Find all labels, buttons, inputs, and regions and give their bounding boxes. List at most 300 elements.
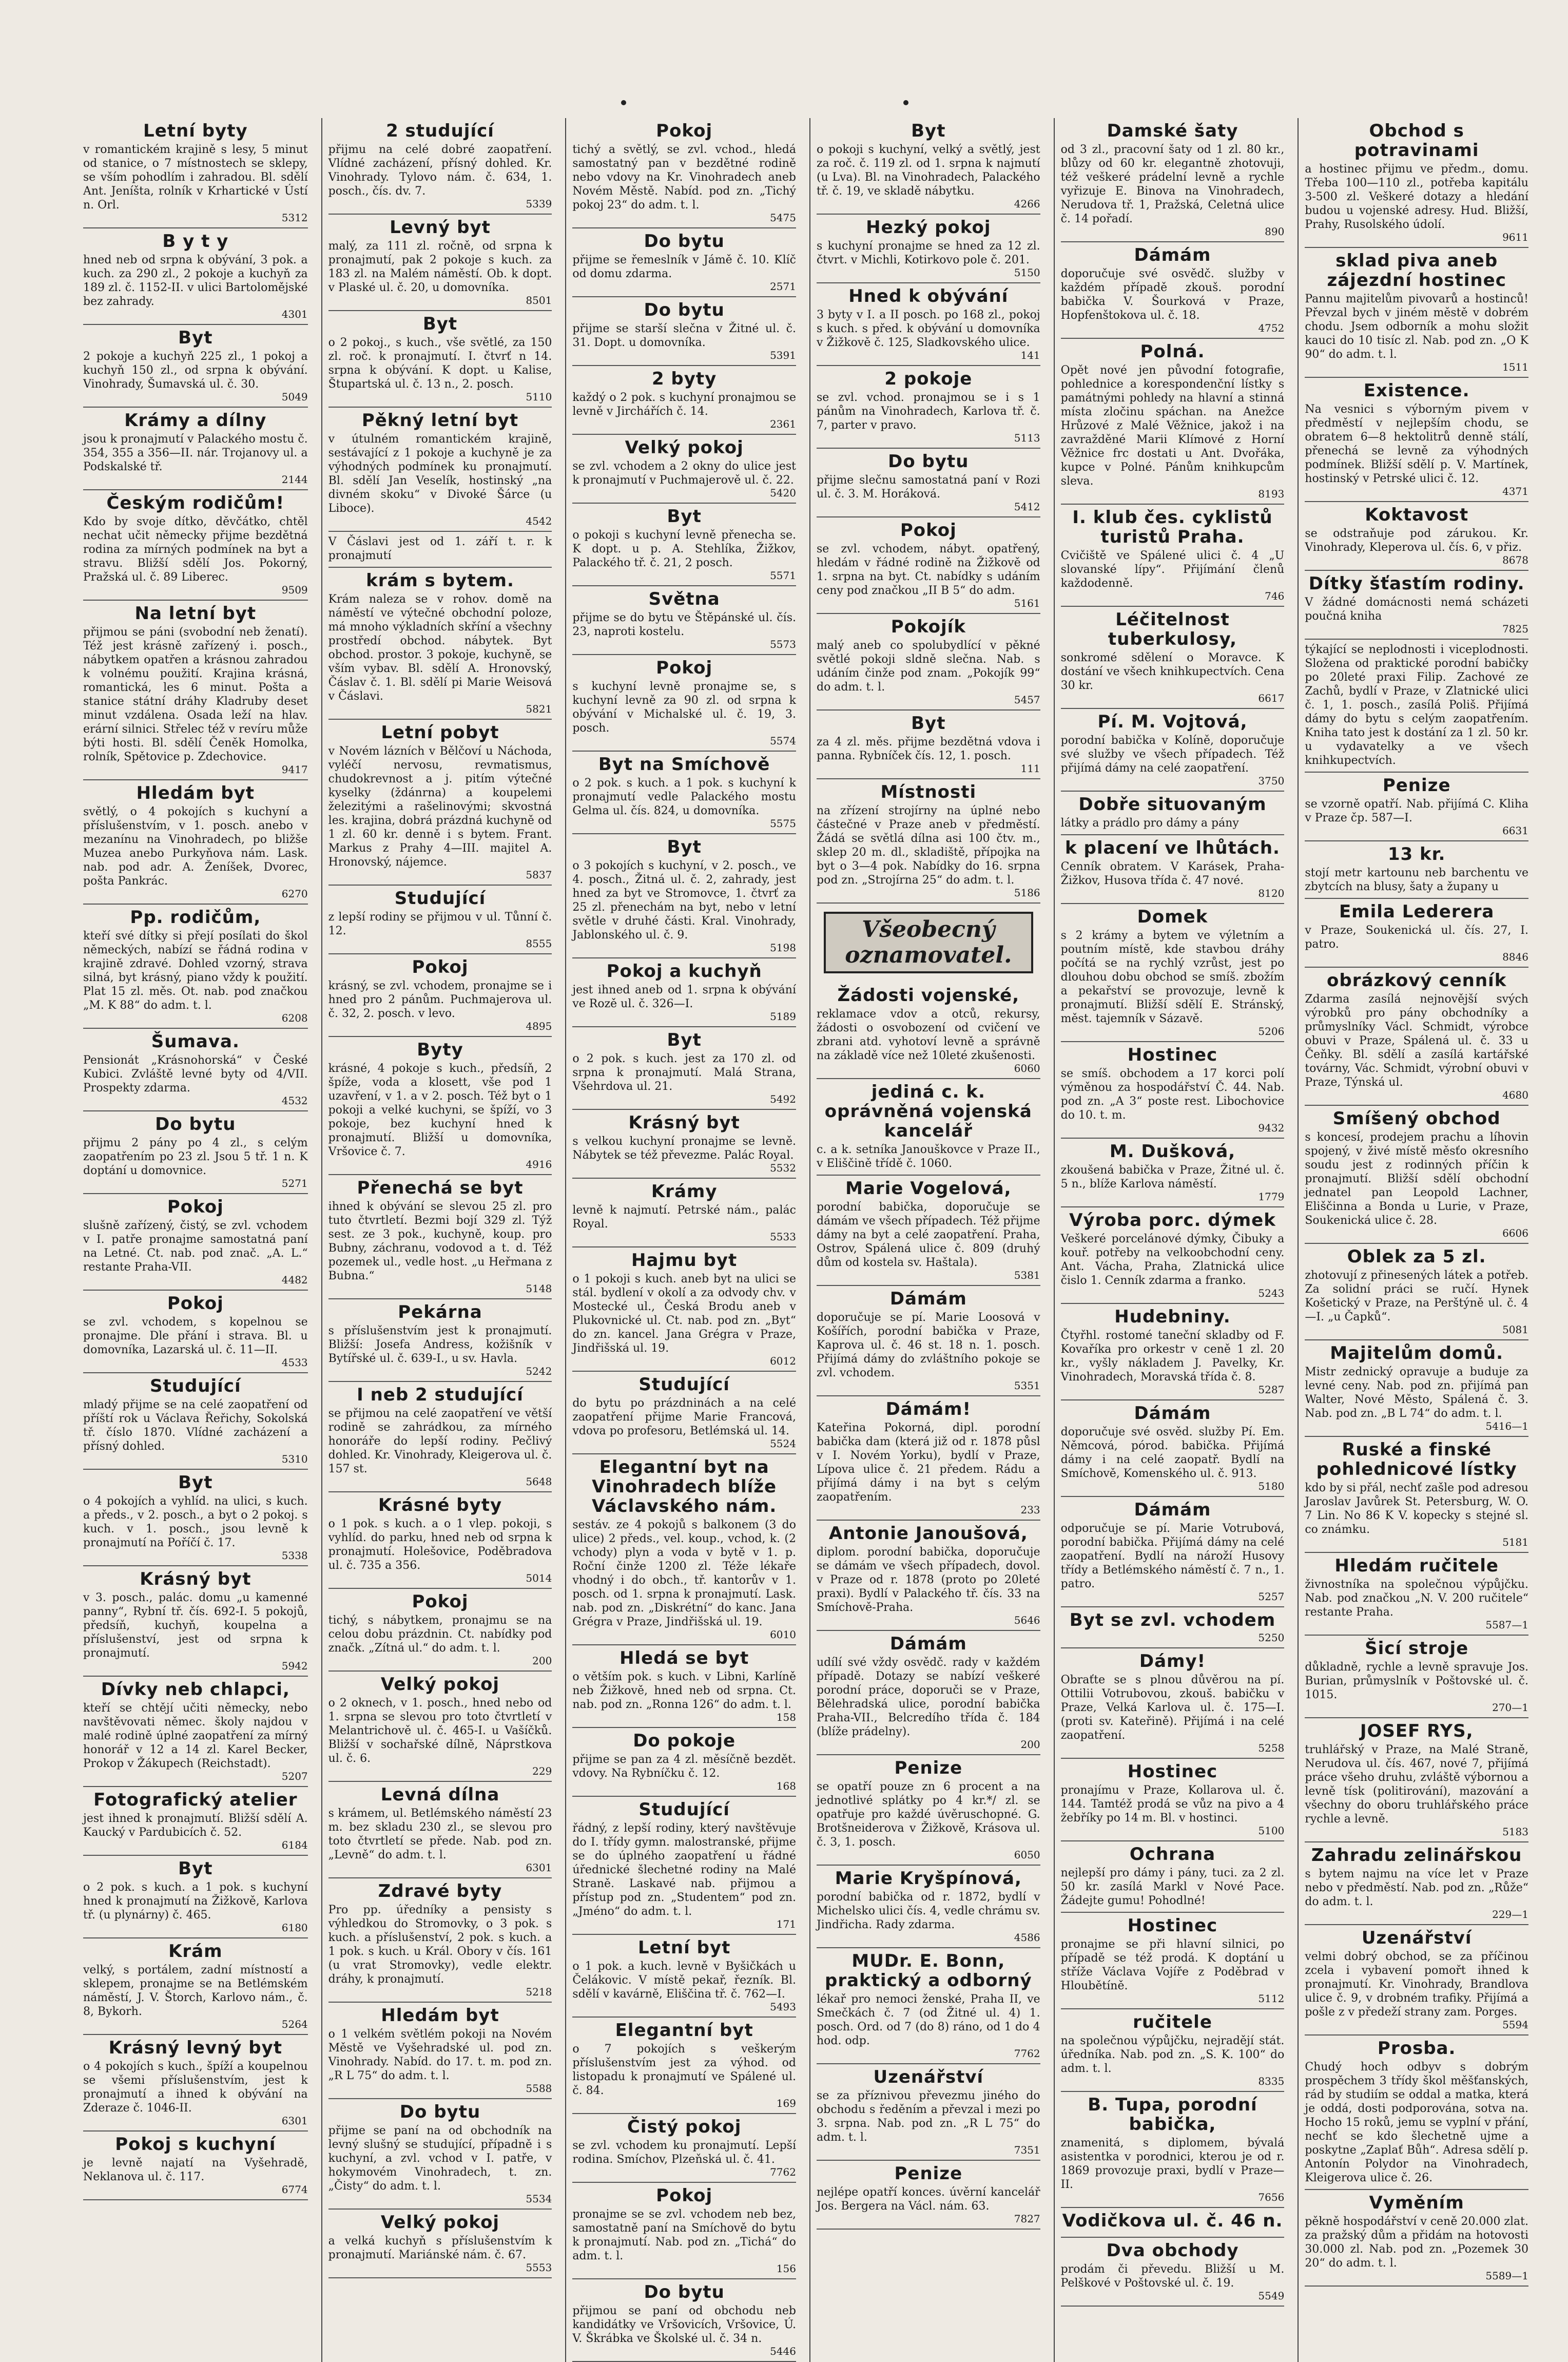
ad-code: 1511 [1502,361,1528,373]
classified-ad [817,710,1040,779]
ad-code: 7825 [1502,623,1528,635]
classified-ad [1305,1925,1528,2035]
ad-title: Pokoj [412,957,469,977]
ad-text: pronajme se se zvl. vchodem neb bez, samostatně paní na Smíchově do bytu k pronajmutí. Nab. pod zn. „Tichá“ do adm. t. l. [572,2208,796,2262]
ad-title: Uzenářství [873,2067,984,2087]
ad-title: Velký pokoj [380,2212,500,2233]
ad-text: se zvl. vchodem, s kopelnou se pronajme. Dle přání i strava. Bl. u domovníka, Lazarská ul. č. 11—II. [83,1316,308,1356]
ad-title: Marie Vogelová, [845,1178,1012,1199]
ad-title: Přenechá se byt [357,1178,524,1198]
ad-title: Damské šaty [1107,121,1238,141]
classified-ad [83,1677,308,1787]
ad-text: Krám naleza se v rohov. domě na náměstí ve výtečné obchodní poloze, má mnoho výkladních skříní a všechny prostředí obchod. nábytek. Byt obchod. prostor. 3 pokoje, kuchyně, se vším vybav. Bl. sdělí A. Hronovský, Čáslav č. 1. Bl. sdělí pi Marie Weisová v Čáslavi. [328,593,552,703]
ad-title: Hledám ručitele [1334,1556,1499,1576]
ad-title: Domek [1137,907,1208,927]
ad-text: o 2 pok. s kuch. a 1 pok. s kuchyní k pronajmutí vedle Palackého mostu Gelma ul. čís. 824, u domovníka. [572,777,796,817]
classified-ad [1305,2035,1528,2190]
ad-text: přijmou se páni (svobodní neb ženatí). Též jest krásně zařízený i. posch., nábytkem opatřen a krásnou zahradou k volnému použití. Krajina krásná, romantická, les 6 minut. Pošta a stanice státní dráhy Kladruby deset minut vzdálena. Osada leží na hlav. erární silnici. Střelec též v revíru může býti hosti. Bl. sdělí Čeněk Homolka, rolník, Spětovice p. Zdechovice. [83,626,308,763]
ad-text: porodní babička v Kolíně, doporučuje své služby ve všech případech. Též přijímá dámy na celé zaopatření. [1060,734,1285,775]
ad-code: 5310 [281,1453,308,1465]
ad-code: 4371 [1502,485,1528,497]
ad-title: MUDr. E. Bonn, praktický a odborný [824,1951,1032,1991]
classified-ad [328,886,552,954]
ad-text: o větším pok. s kuch. v Libni, Karlíně neb Žižkově, hned neb od srpna. Ct. nab. pod zn. „Ronna 126“ do adm. t. l. [572,1670,796,1711]
ad-text: malý aneb co spolubydlící v pěkné světlé pokoji sldně slečna. Nab. s udáním činže pod znam. „Pokojík 99“ do adm. t. l. [816,639,1040,694]
ad-title: Elegantní byt na Vinohradech blíže Václavského nám. [592,1457,777,1516]
ad-text: do bytu po prázdninách a na celé zaopatření přijme Marie Francová, vdova po profesoru, Betlémská ul. 14. [572,1397,796,1437]
ad-text: o pokoji s kuchyní, velký a světlý, jest za roč. č. 119 zl. od 1. srpna k najmutí (u Lva). Bl. na Vinohradech, Palackého tř. č. 19, ve skladě nábytku. [816,143,1040,198]
ad-title: B. Tupa, porodní babička, [1088,2095,1257,2135]
classified-ad [817,779,1040,904]
ad-title: Hostinec [1127,1761,1218,1782]
ad-text: jest ihned k pronajmutí. Bližší sdělí A. Kaucký v Pardubicích č. 52. [83,1812,308,1839]
ad-text: velmi dobrý obchod, se za příčinou zcela i vybavení pomořt ihned k pronajmutí. Kr. Vinohrady, Brandlova ulice č. 9, v drobném trafiky. Přijímá a pošle z v předeží strany zam. Porges. [1305,1950,1528,2019]
ad-title: Výroba porc. dýmek [1069,1210,1276,1231]
ad-code: 200 [532,1655,552,1667]
ad-title: Emila Lederera [1339,901,1495,922]
classified-ad [817,614,1040,710]
ad-title: Pokoj [656,121,713,141]
ad-title: Na letní byt [134,603,257,624]
ad-title: Studující [394,888,486,909]
ad-code: 5338 [281,1549,308,1562]
ad-text: nejlépe opatří konces. úvěrní kancelář Jos. Bergera na Václ. nám. 63. [816,2186,1040,2213]
ad-text: Pro pp. úředníky a pensisty s výhledkou do Stromovky, o 3 pok. s kuch. a příslušenství, 2 pok. s kuch. a 1 pok. s kuch. u Král. Obory v čís. 161 (u vrat Stromovky), vedle elektr. dráhy, k pronajmutí. [328,1904,552,1986]
classified-ad [1061,1497,1285,1607]
ad-code: 5258 [1258,1742,1285,1754]
ad-title: Pokojík [891,617,966,637]
ad-title: Byt se zvl. vchodem [1069,1610,1276,1630]
classified-ad [1061,1207,1285,1304]
ad-text: Chudý hoch odbyv s dobrým prospěchem 3 třídy škol měšťanských, rád by studiím se oddal a matka, která je oddá, dosti podporována, sotva na. Hocho 15 roků, jemu se vyplní v přání, nechť se kdo šlechetně ujme a poskytne „Zaplať Bůh“. Adresa sdělí p. Antonín Polydor na Vinohradech, Kleigerova ulice č. 26. [1305,2061,1528,2184]
classified-ad [83,2131,308,2200]
classified-ad [1305,1636,1528,1718]
ad-code: 5242 [526,1365,552,1377]
ad-text: krásný, se zvl. vchodem, pronajme se i hned pro 2 pánům. Puchmajerova ul. č. 32, 2. posch. v levo. [328,980,552,1020]
ad-code: 5524 [770,1437,796,1450]
ad-title: Do bytu [644,231,725,252]
classified-ad [572,752,796,834]
ad-text: V žádné domácnosti nemá scházeti poučná kniha [1305,596,1528,623]
ad-code: 8193 [1258,488,1285,500]
ad-code: 5110 [526,391,552,403]
classified-ad [1305,1244,1528,1340]
ad-text: doporučuje se pí. Marie Loosová v Košířích, porodní babička v Praze, Kaprova ul. č. 46 st. 18 n. 1. posch. Přijímá dámy do zvláštního pokoje se zvl. vchodem. [816,1311,1040,1379]
classified-ad [817,283,1040,366]
ad-code: 5180 [1258,1480,1285,1492]
ad-text: důkladně, rychle a levně spravuje Jos. Burian, průmyslník v Poštovské ul. č. 1015. [1305,1661,1528,1701]
ad-text: znamenitá, s diplomem, bývalá asistentka v porodnici, kterou je od r. 1869 provozuje praxi, bydlí v Praze—II. [1060,2137,1285,2191]
ad-title: 2 studující [386,121,494,141]
ad-text: o 2 pok. s kuch. a 1 pok. s kuchyní hned k pronajmutí na Žižkově, Karlova tř. (u plynárny) č. 465. [83,1881,308,1922]
ad-text: 2 pokoje a kuchyň 225 zl., 1 pokoj a kuchyň 150 zl., od srpna k obývání. Vinohrady, Šumavská ul. č. 30. [83,350,308,391]
classified-ad [572,834,796,958]
ad-text: Kateřina Pokorná, dipl. porodní babička dam (která již od r. 1878 půsl v I. Novém Yorku), bydlí v Praze, Lípova ulice č. 21 předem. Rádu a přijímá dámy i na byt s celým zaopatřením. [816,1422,1040,1504]
classified-ad [1305,1553,1528,1636]
ad-text: pěkně hospodářství v ceně 20.000 zlat. za pražský dům a přidám na hotovosti 30.000 zl. Nab. pod zn. „Pozemek 30 20“ do adm. t. l. [1305,2215,1528,2270]
classified-ad [817,1176,1040,1286]
classified-ad [1061,835,1285,904]
ad-text: tichý, s nábytkem, pronajmu se na celou dobu prázdnin. Ct. nabídky pod značk. „Zítná ul.“ do adm. t. l. [328,1614,552,1655]
ad-title: Prosba. [1377,2038,1456,2059]
ad-title: Pokoj [656,2185,713,2206]
ad-code: 8846 [1502,951,1528,963]
ad-code: 5271 [281,1177,308,1189]
classified-ad [572,1247,796,1372]
ad-code: 229 [532,1765,552,1777]
ad-title: 13 kr. [1387,844,1446,865]
classified-ad [572,435,796,504]
ad-text: o 2 oknech, v 1. posch., hned nebo od 1. srpna se slevou pro toto čtvrtletí v Melantrichově ul. č. 465-I. u Vašíčků. Bližší v sochařské dílně, Náprstkova ul. č. 6. [328,1697,552,1765]
ad-code: 5648 [526,1475,552,1488]
ad-title: Do pokoje [633,1731,736,1751]
classified-ad [1305,899,1528,968]
ad-title: Hezký pokoj [866,217,991,238]
classified-ad [817,1866,1040,1948]
classified-ad [1305,378,1528,502]
classified-ad [572,1797,796,1935]
ad-title: Vyměním [1369,2193,1464,2213]
ad-text: přijme se starší slečna v Žitné ul. č. 31. Dopt. u domovníka. [572,322,796,349]
ad-code: 4916 [526,1158,552,1170]
ad-text: sonkromé sdělení o Moravce. K dostání ve všech knihkupectvích. Cena 30 kr. [1060,651,1285,692]
classified-ad [83,601,308,780]
ad-code: 4752 [1258,322,1285,334]
ad-code: 158 [776,1711,796,1723]
ad-title: Levný byt [390,217,491,238]
ad-text: krásné, 4 pokoje s kuch., předsíň, 2 špíže, voda a klosett, vše pod 1 uzavření, v 1. a v 2. posch. Též byt o 1 pokoji a velké kuchyni, se špíží, vo 3 pokoje, bez kuchyní hned k pronajmutí. Bližší u domovníka, Vršovice č. 7. [328,1062,552,1158]
classified-ad [1305,968,1528,1106]
ad-code: 5942 [281,1660,308,1672]
classified-ad [572,655,796,752]
ad-text: jsou k pronajmutí v Palackého mostu č. 354, 355 a 356—II. nár. Trojanovy ul. a Podskalské tř. [83,433,308,473]
ad-title: Levná dílna [380,1784,500,1805]
ad-title: Penize [894,2163,963,2184]
ad-title: Čistý pokoj [627,2117,742,2137]
ad-text: pronajme se při hlavní silnici, po případě se též prodá. K doptání u stříže Václava Vojíře z Poděbrad v Hloubětíně. [1060,1938,1285,1992]
ad-column [1298,118,1535,2362]
ad-text: se zvl. vchodem, nábyt. opatřený, hledám v řádné rodině na Žižkově od 1. srpna na byt. Ct. nabídky s udáním ceny pod značkou „II B 5“ do adm. [816,543,1040,597]
ad-text: o 3 pokojích s kuchyní, v 2. posch., ve 4. posch., Žitná ul. č. 2, zahrady, jest hned za byt ve Stromovce, 1. čtvrť za 25 zl. přenechám na byt, nebo v letní světle v druhé části. Kral. Vinohrady, Jablonského ul. č. 9. [572,859,796,942]
ad-text: s krámem, ul. Betlémského náměstí 23 m. bez skladu 230 zl., se slevou pro toto čtvrtletí se přede. Nab. pod zn. „Levně“ do adm. t. l. [328,1807,552,1861]
classified-ad [1061,118,1285,242]
classified-ad [1061,1607,1285,1648]
ad-code: 8501 [526,294,552,306]
ad-text: levně k najmutí. Petrské nám., palác Royal. [572,1204,796,1231]
ad-code: 5457 [1014,694,1040,706]
ad-text: zhotovují z přinesených látek a potřeb. Za solidní práci se ručí. Hynek Košetický v Praze, na Perštýně ul. č. 4—I. „u Čapků“. [1305,1269,1528,1323]
ad-title: Pí. M. Vojtová, [1097,712,1248,732]
ad-text: s kuchyní pronajme se hned za 12 zl. čtvrt. v Michli, Kotirkovo pole č. 201. [816,240,1040,266]
ad-code: 5148 [526,1282,552,1295]
ad-text: přijme se do bytu ve Štěpánské ul. čís. 23, naproti kostelu. [572,611,796,638]
classified-ad [572,1372,796,1454]
ad-code: 8120 [1258,887,1285,899]
ad-text: látky a prádlo pro dámy a pány [1060,817,1239,830]
classified-ad [817,1396,1040,1521]
ad-code: 5250 [1258,1631,1285,1644]
ad-code: 6617 [1258,692,1285,704]
ad-title: Ruské a finské pohlednicové lístky [1316,1439,1517,1480]
ad-title: Studující [638,1799,730,1820]
ad-text: přijme se řemeslník v Jámě č. 10. Klíč od domu zdarma. [572,254,796,280]
ad-title: Pokoj s kuchyní [115,2134,276,2155]
ad-code: 5189 [770,1010,796,1023]
ad-title: Majitelům domů. [1330,1343,1504,1364]
ad-title: ručitele [1133,2012,1212,2032]
ad-title: Pokoj a kuchyň [606,961,762,982]
ad-text: o 7 pokojích s veškerým příslušenstvím jest za výhod. od listopadu k pronajmutí ve Spálené ul. č. 84. [572,2043,796,2097]
classified-ad [572,2018,796,2114]
classified-ad [817,1631,1040,1755]
ad-title: Dívky neb chlapci, [101,1679,290,1700]
ad-code: 4542 [526,515,552,527]
ad-code: 7656 [1258,2191,1285,2203]
ad-text: živnostníka na společnou výpůjčku. Nab. pod značkou „N. V. 200 ručitele“ restante Praha. [1305,1578,1528,1619]
classified-ad [817,517,1040,614]
ad-code: 4533 [281,1356,308,1369]
ad-code: 5575 [770,817,796,830]
ad-text: Cenník obratem. V Karásek, Praha-Žižkov, Husova třída č. 47 nové. [1060,860,1285,887]
ad-title: krám s bytem. [366,570,514,591]
classified-ad [1061,1400,1285,1497]
ad-code: 156 [776,2262,796,2275]
ad-text: sestáv. ze 4 pokojů s balkonem (3 do ulice) 2 předs., vel. koup., vchod, k. (2 vchody) plyn a voda v bytě v 1. p. Roční činže 1200 zl. Téže lékaře vhodný i do obch., tř. kantorův v 1. posch. od 1. srpna k pronajmutí. Lask. nab. pod zn. „Diskrétní“ do kanc. Jana Grégra v Praze, Jindřišská ul. 19. [572,1519,796,1628]
ad-code: 5100 [1258,1825,1285,1837]
classified-ad [1305,1106,1528,1244]
ad-title: Fotografický atelier [93,1790,298,1810]
ad-code: 6208 [281,1012,308,1024]
ad-code: 5198 [770,942,796,954]
classified-ad [817,118,1040,215]
ad-code: 2144 [281,473,308,486]
ad-code: 4266 [1014,198,1040,210]
ad-text: a hostinec přijmu ve předm., domu. Třeba 100—110 zl., potřeba kapitálu 3-500 zl. Veškeré dotazy a hledání budou u vojenské adresy. Hud. Bližší, Prahy, Rusolského údolí. [1305,163,1528,231]
ad-title: Oblek za 5 zl. [1347,1246,1486,1267]
classified-ad [1305,773,1528,841]
classified-ad [572,958,796,1027]
ad-text: se odstraňuje pod zárukou. Kr. Vinohrady, Kleperova ul. čís. 6, v přiz. [1305,527,1528,554]
ad-code: 7762 [1014,2047,1040,2060]
ad-title: 2 pokoje [884,369,973,389]
ad-code: 5206 [1258,1025,1285,1038]
ad-text: se zvl. vchod. pronajmou se i s 1 pánům na Vinohradech, Karlova tř. č. 7, parter v pravo. [816,391,1040,432]
ad-title: Byt [911,121,946,141]
ad-text: truhlářský v Praze, na Malé Straně, Nerudova ul. čís. 467, nové 7, přijímá práce všeho druhu, zvláště výbornou a levně tísk (politirování), mazování a všechny do oboru truhlářského práce rychle a levně. [1305,1743,1528,1826]
ad-code: 6606 [1502,1227,1528,1239]
ad-code: 5549 [1258,2290,1285,2302]
classified-ad [1061,2208,1285,2238]
ad-title: Krámy [651,1181,718,1202]
ad-text: malý, za 111 zl. ročně, od srpna k pronajmutí, pak 2 pokoje s kuch. za 183 zl. na Malém náměstí. Ob. k dopt. v Plaské ul. č. 20, u domovníka. [328,240,552,294]
ad-code: 229—1 [1492,1908,1528,1921]
ad-text: s koncesí, prodejem prachu a líhovin spojený, v živé místě měsťo okresního soudu jest z rodinných příčin k pronajmutí. Bližší sdělí obchodní jednatel pan Leopold Lachner, Eliščinna a Bonda u Lurie, v Praze, Soukenická ulice č. 28. [1305,1131,1528,1227]
ad-text: přijmou se paní od obchodu neb kandidátky ve Vršovicích, Vršovice, Ú. V. Škrábka ve Školské ul. č. 34 n. [572,2305,796,2345]
ad-title: Studující [638,1374,730,1395]
ad-code: 5553 [526,2261,552,2274]
classified-ad [83,325,308,408]
ad-text: nejlepší pro dámy i pány, tuci. za 2 zl. 50 kr. zasílá Markl v Nové Pace. Žádejte gumu! Pohodlné! [1060,1867,1285,1907]
ad-code: 5594 [1502,2019,1528,2031]
ad-text: odporučuje se pí. Marie Votrubová, porodní babička. Přijímá dámy na celé zaopatření. Bydlí na nároží Husovy třídy a Betlémského náměstí č. 7 n., 1. patro. [1060,1522,1285,1590]
classified-ad [1305,1842,1528,1925]
classified-ad [817,1079,1040,1176]
classified-ad [328,118,552,215]
ad-title: Do bytu [399,2102,481,2122]
classified-ad [817,2064,1040,2161]
ad-column [565,118,802,2362]
ad-text: se přijmou na celé zaopatření ve větší rodině se zahrádkou, za mírného honoráře do lepší rodiny. Pečlivý dohled. Kr. Vinohrady, Kleigerova ul. č. 157 st. [328,1407,552,1475]
ad-text: c. a k. setníka Janouškovce v Praze II., v Eliščině třídě č. 1060. [816,1143,1040,1170]
classified-ad [83,1291,308,1373]
classified-ad [1061,1841,1285,1913]
classified-ad [572,1935,796,2018]
ad-code: 141 [1020,349,1040,361]
ad-code: 5207 [281,1770,308,1782]
ad-code: 5492 [770,1093,796,1105]
ad-text: o 2 pok. s kuch. jest za 170 zl. od srpna k pronajmutí. Malá Strana, Všehrdova ul. 21. [572,1052,796,1093]
ad-text: lékař pro nemoci ženské, Praha II, ve Smečkách č. 7 (od Žitné ul. 4) 1. posch. Ord. od 7 (do 8) ráno, od 1 do 4 hod. odp. [816,1993,1040,2047]
ad-code: 7762 [770,2166,796,2178]
ad-title: Krásné byty [378,1495,502,1515]
ad-text: o 1 pok. s kuch. a o 1 vlep. pokoji, s vyhlíd. do parku, hned neb od srpna k pronajmutí. Holešovice, Poděbradova ul. č. 735 a 356. [328,1518,552,1572]
ad-text: s bytem najmu na více let v Praze nebo v předměstí. Nab. pod zn. „Růže“ do adm. t. l. [1305,1868,1528,1908]
top-dot-left [621,100,626,105]
ad-title: Pokoj [167,1293,224,1314]
ad-title: Byt [422,314,458,334]
ad-title: Hned k obývání [848,286,1009,306]
ad-text: kdo by si přál, nechť zašle pod adresou Jaroslav Javůrek St. Petersburg, W. O. 7 Lin. No 86 K V. kopecky s stejné sl. co známku. [1305,1482,1528,1536]
classified-ad [328,1878,552,2003]
classified-ad [1061,1759,1285,1841]
classified-ad [83,780,308,905]
ad-code: 6010 [770,1628,796,1641]
ad-code: 5821 [526,703,552,715]
ad-code: 1779 [1258,1190,1285,1203]
classified-ad [83,408,308,490]
ad-text: z lepší rodiny se přijmou v ul. Tůnní č. 12. [328,911,552,937]
ad-code: 233 [1020,1504,1040,1516]
ad-text: je levně najatí na Vyšehradě, Neklanova ul. č. 117. [83,2157,308,2183]
classified-ad [1061,2238,1285,2307]
ad-text: porodní babička od r. 1872, bydlí v Michelsko ulici čís. 4, vedle chrámu sv. Jindřicha. Rady zdarma. [816,1891,1040,1931]
ad-text: Kdo by svoje dítko, děvčátko, chtěl nechat učit německy přijme bezdětná rodina za mírných podmínek na byt a stravu. Bližší sdělí Jos. Pokorný, Pražská ul. č. 89 Liberec. [83,515,308,584]
ad-title: Pěkný letní byt [361,410,519,431]
ad-code: 5339 [526,198,552,210]
ad-text: udílí své vždy osvědč. rady v každém případě. Dotazy se nabízí veškeré porodní práce, doporuči se v Praze, Bělehradská ulice, porodní babička Praha-VII., Belcredího třída č. 184 (blíže prádelny). [816,1656,1040,1738]
classified-ad [572,1645,796,1728]
ad-code: 169 [776,2097,796,2109]
ad-text: slušně zařízený, čistý, se zvl. vchodem v I. patře pronajme samostatná paní na Letné. Ct. nab. pod znač. „A. L.“ restante Praha-VII. [83,1219,308,1274]
ad-code: 5014 [526,1572,552,1584]
classified-ad [328,2210,552,2278]
ad-code: 5381 [1014,1269,1040,1281]
ad-text: přijme se pan za 4 zl. měsíčně bezdět. vdovy. Na Rybníčku č. 12. [572,1753,796,1780]
classified-ad [328,1175,552,1299]
ad-text: se opatří pouze zn 6 procent a na jednotlivé splátky po 4 kr.*/ zl. se opatřuje pro každé úvěruschopné. G. Brotšneiderova v Žižkově, Krásova ul. č. 3, 1. posch. [816,1780,1040,1849]
ad-code: 5049 [281,391,308,403]
ad-text: o 4 pokojích a vyhlíd. na ulici, s kuch. a předs., v 2. posch., a byt o 2 pokoj. s kuch. v 1. posch., jsou levně k pronajmutí na Poříčí č. 17. [83,1495,308,1549]
ad-text: o 1 pok. a kuch. levně v Byšičkách u Čelákovic. V místě pekař, řezník. Bl. sdělí v kavárně, Eliščina tř. č. 762—I. [572,1960,796,2001]
ad-text: Na vesnici s výborným pivem v předměstí v nejlepším chodu, se obratem 6—8 hektolitrů denně stálí, přenechá se levně za výhodných podmínek. Bližší sdělí p. V. Martínek, hostinský v Petrské ulici č. 12. [1305,403,1528,485]
ad-code: 5837 [526,869,552,881]
classified-ad [83,228,308,325]
ad-title: Dobře situovaným [1078,794,1267,815]
ad-title: Do bytu [155,1114,236,1135]
ad-title: Pokoj [656,658,713,678]
classified-ad [817,1286,1040,1396]
ad-code: 5646 [1014,1614,1040,1626]
ad-text: o pokoji s kuchyní levně přenecha se. K dopt. u p. A. Stehlíka, Žižkov, Palackého tř. č. 21, 2 posch. [572,529,796,569]
ad-title: M. Dušková, [1109,1141,1236,1162]
classified-ad [817,449,1040,517]
ad-title: Velký pokoj [625,437,744,458]
ad-text: o 1 pokoji s kuch. aneb byt na ulici se stál. bydlení v okolí a za odvody chv. v Mostecké ul., Česká Brodu aneb v Plukovnické ul. Ct. nab. pod zn. „Byt“ do zn. kancel. Jana Grégra v Praze, Jindřišská ul. 19. [572,1273,796,1355]
classified-ad [817,2161,1040,2230]
ad-title: Dítky šťastím rodiny. [1308,573,1525,594]
ad-title: Byt na Smíchově [598,754,770,775]
ad-code: 168 [776,1780,796,1792]
ad-column [321,118,558,2362]
ad-title: B y t y [162,231,229,252]
ad-code: 4895 [526,1020,552,1032]
ad-text: přijme slečnu samostatná paní v Rozi ul. č. 3. M. Horáková. [816,474,1040,501]
ad-text: Mistr zednický opravuje a buduje za levné ceny. Nab. pod zn. přijímá pan Walter, Nové Město, Spálená č. 3. Nab. pod zn. „B L 74“ do adm. t. l. [1305,1366,1528,1420]
classified-ad [328,1037,552,1175]
classified-ad [328,720,552,886]
ad-text: se za příznivou převezmu jiného do obchodu s ředěním a převzal i mezi po 3. srpna. Nab. pod zn. „R L 75“ do adm. t. l. [816,2089,1040,2144]
classified-ad [83,1194,308,1291]
ad-title: Pokoj [900,520,957,541]
ad-title: Ochrana [1129,1844,1216,1865]
classified-ad [1305,1340,1528,1437]
classified-ad [328,2099,552,2210]
classified-ad [572,228,796,297]
ad-title: Letní pobyt [381,722,499,743]
ad-code: 7351 [1014,2144,1040,2156]
ad-text: v 3. posch., palác. domu „u kamenné panny“, Rybní tř. čís. 692-I. 5 pokojů, předsíň, kuchyň, koupelna a příslušenství, jest od srpna k pronajmutí. [83,1591,308,1660]
ad-code: 5243 [1258,1287,1285,1299]
classified-ad [328,1782,552,1878]
ad-code: 5493 [770,2001,796,2013]
newspaper-page [77,118,1535,2357]
classified-ad [1305,2190,1528,2287]
ad-text: Pannu majitelům pivovarů a hostinců! Převzal bych v jiném městě v dobrém chodu. Jsem odborník a mohu složit kauci do 10 tisíc zl. Nab. pod zn. „O K 90“ do adm. t. l. [1305,293,1528,361]
section-heading-box: Všeobecný oznamovatel. [824,912,1033,973]
ad-title: Marie Kryšpínová, [835,1868,1022,1889]
top-dot-right [903,100,908,105]
ad-title: Krásný byt [140,1569,251,1589]
ad-code: 8555 [526,937,552,950]
ad-column [809,118,1047,2362]
ad-code: 5412 [1014,501,1040,513]
ad-title: Do bytu [644,2282,725,2302]
ad-title: Byt [667,837,702,857]
ad-title: Zdravé byty [378,1881,502,1902]
ad-title: k placení ve lhůtách. [1065,838,1280,858]
ad-title: Krámy a dílny [124,410,267,431]
classified-ad [572,1179,796,1247]
classified-ad [572,366,796,435]
ad-code: 4532 [281,1094,308,1107]
classified-ad [1305,118,1528,248]
ad-text: tichý a světlý, se zvl. vchod., hledá samostatný pan v bezdětné rodině nebo vdovy na Kr. Vinohradech aneb Novém Městě. Nabíd. pod zn. „Tichý pokoj 23“ do adm. t. l. [572,143,796,212]
ad-title: Pekárna [398,1302,482,1322]
ad-title: Byt [178,328,213,348]
classified-ad [1305,1437,1528,1553]
ad-text: týkající se neplodnosti i viceplodnosti. Složena od praktické porodní babičky po 20leté praxi Filip. Zachové ze Zachů, bydlí v Praze, v Zlatnické ulici č. 1, 1. posch., zasílá Poliš. Přijímá dámy do bytu s celým zaopatřením. Kniha tato jest k dostání za 1 zl. 50 kr. u vydavatelky a ve všech knihkupectvích. [1305,643,1528,767]
classified-ad [1061,1042,1285,1139]
